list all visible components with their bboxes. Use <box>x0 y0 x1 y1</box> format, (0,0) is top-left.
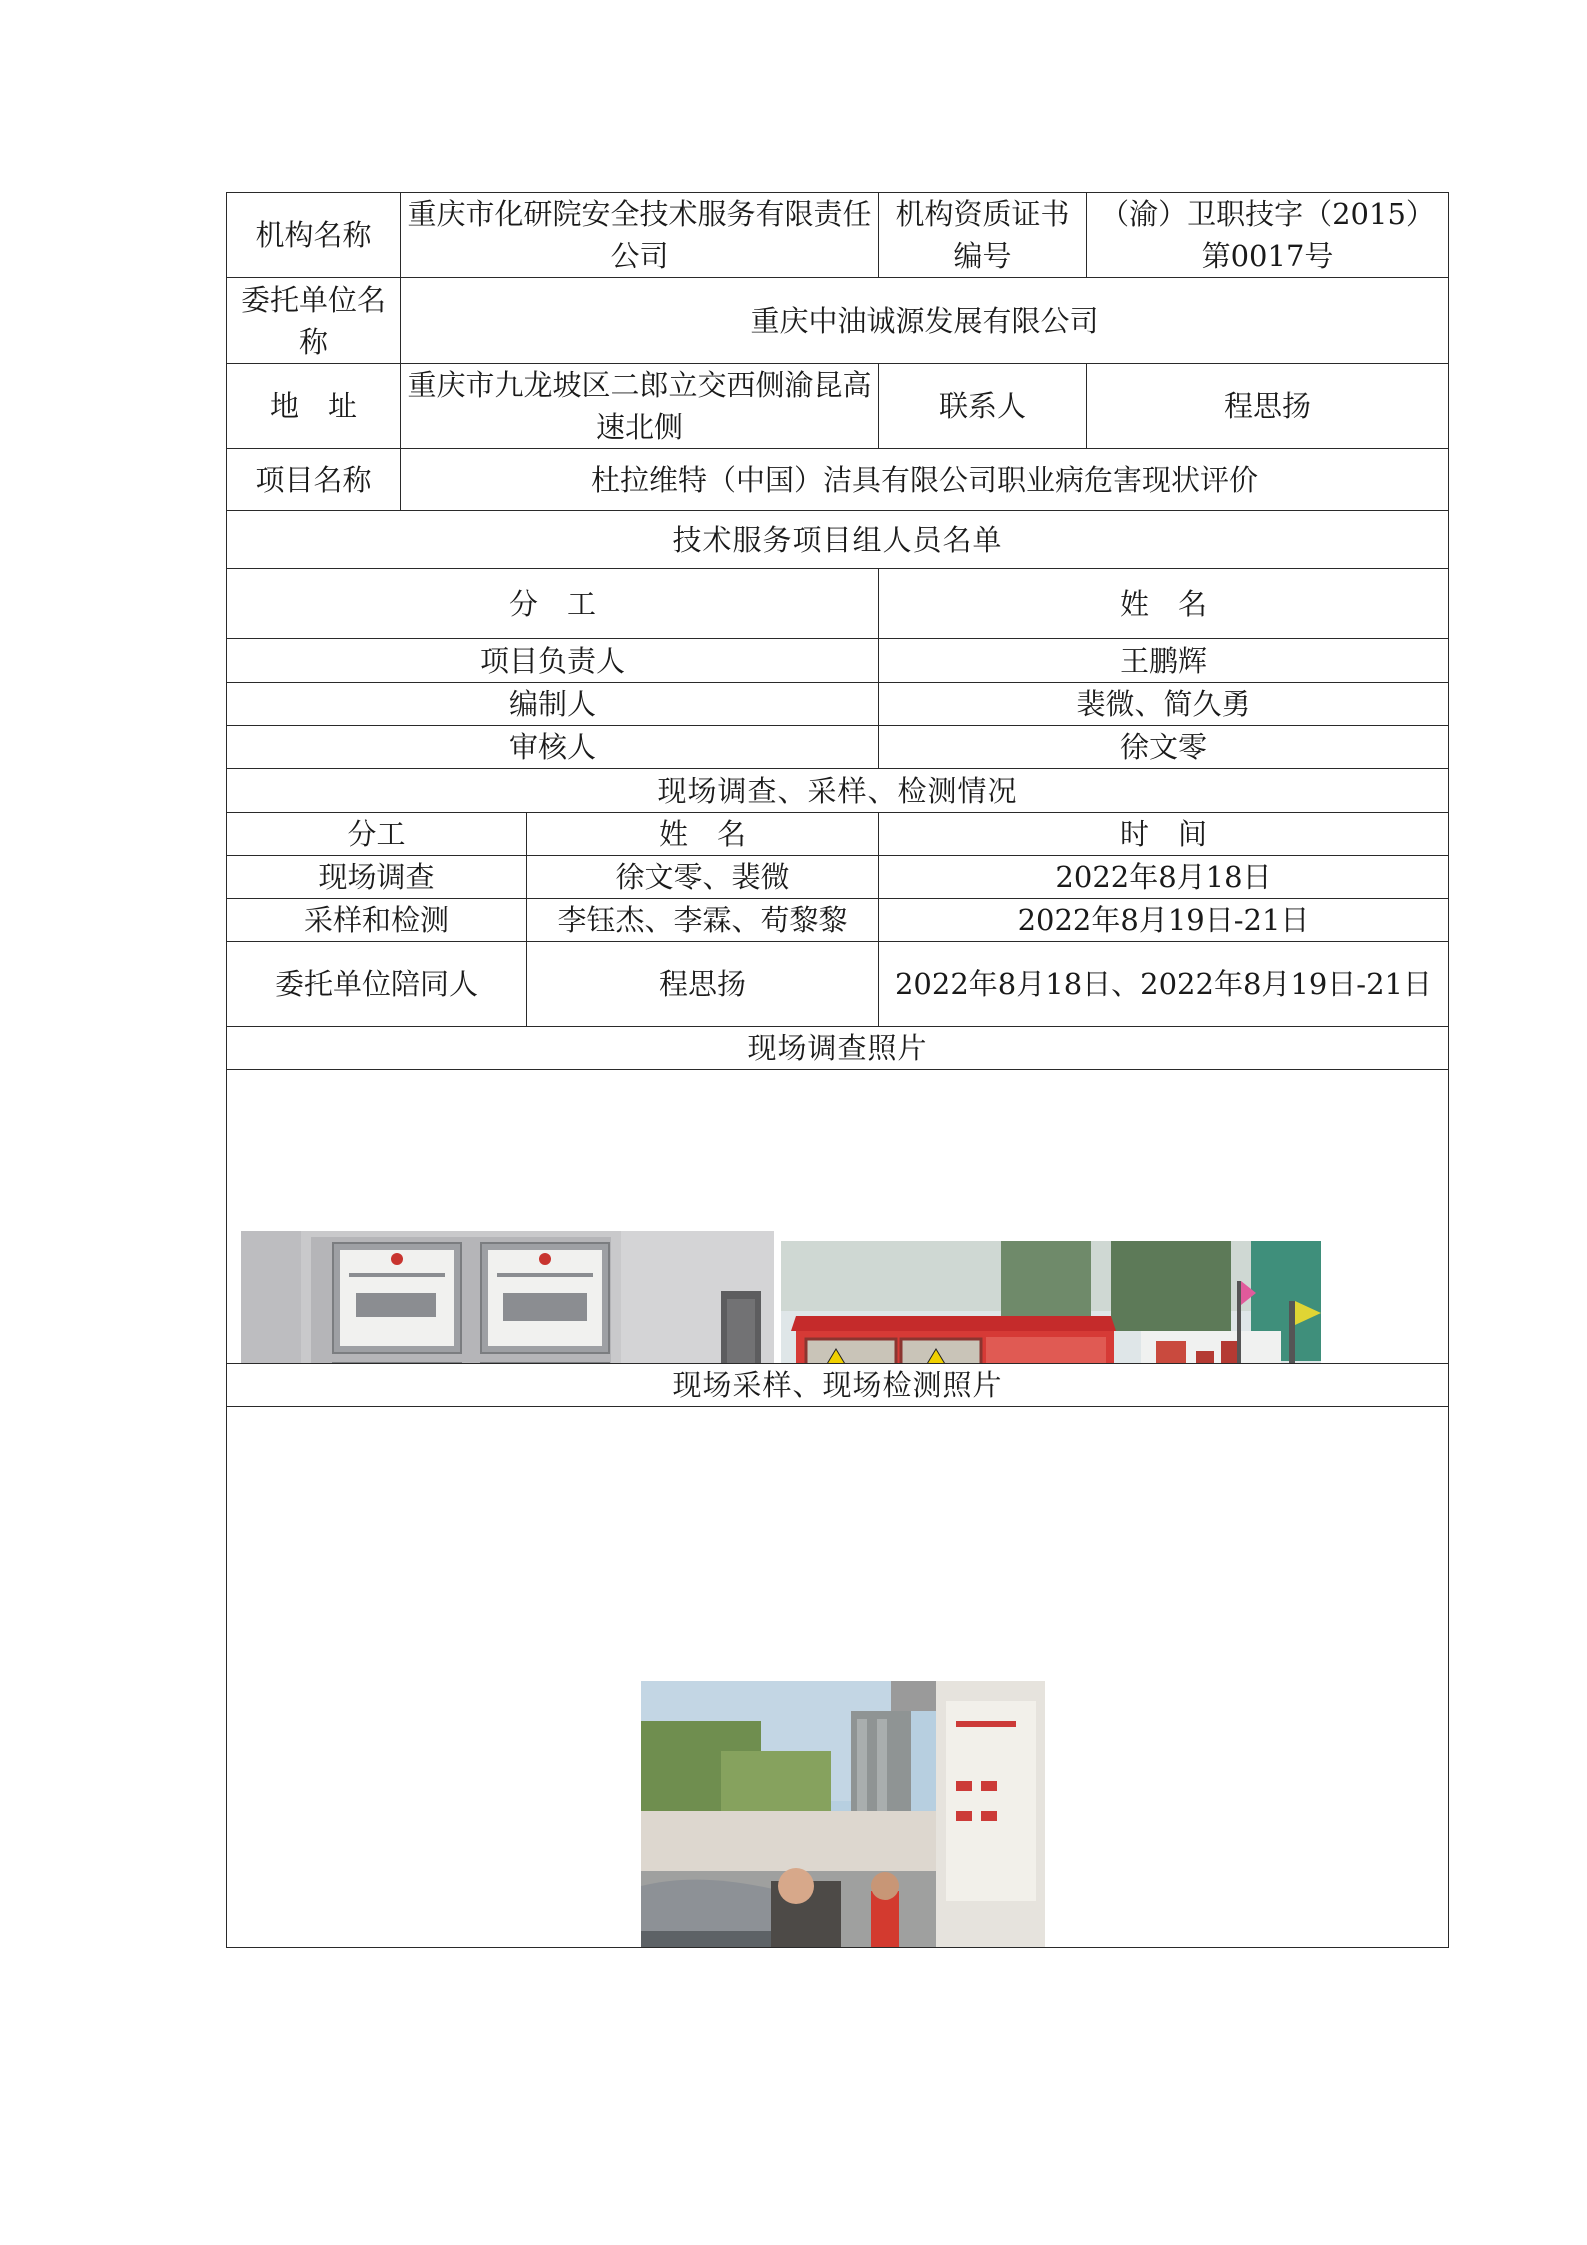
team-section-title: 技术服务项目组人员名单 <box>227 511 1449 569</box>
fieldwork-time-cell: 2022年8月18日 <box>879 856 1449 899</box>
service-info-table <box>226 192 1449 1948</box>
fieldwork-time-cell: 2022年8月19日-21日 <box>879 899 1449 942</box>
team-role-cell: 审核人 <box>227 726 879 769</box>
notice-board-photo <box>241 1231 774 1364</box>
project-name-label: 项目名称 <box>227 449 401 511</box>
contact-value: 程思扬 <box>1087 364 1449 449</box>
fieldwork-role-cell: 现场调查 <box>227 856 527 899</box>
fieldwork-time-header: 时 间 <box>879 813 1449 856</box>
fieldwork-section-title: 现场调查、采样、检测情况 <box>227 769 1449 813</box>
team-name-cell: 王鹏辉 <box>879 639 1449 683</box>
on-site-sampling-photo <box>641 1681 1045 1948</box>
org-name-label: 机构名称 <box>227 193 401 278</box>
address-value: 重庆市九龙坡区二郎立交西侧渝昆高速北侧 <box>401 364 879 449</box>
team-name-cell: 徐文零 <box>879 726 1449 769</box>
contact-label: 联系人 <box>879 364 1087 449</box>
client-name-value: 重庆中油诚源发展有限公司 <box>401 278 1449 364</box>
fieldwork-role-cell: 采样和检测 <box>227 899 527 942</box>
cert-number-label: 机构资质证书编号 <box>879 193 1087 278</box>
team-role-cell: 编制人 <box>227 683 879 726</box>
fieldwork-time-cell: 2022年8月18日、2022年8月19日-21日 <box>879 942 1449 1027</box>
project-name-value: 杜拉维特（中国）洁具有限公司职业病危害现状评价 <box>401 449 1449 511</box>
survey-photos-title: 现场调查照片 <box>227 1027 1449 1070</box>
client-name-label: 委托单位名称 <box>227 278 401 364</box>
team-name-cell: 裴微、简久勇 <box>879 683 1449 726</box>
fieldwork-name-cell: 李钰杰、李霖、苟黎黎 <box>527 899 879 942</box>
cert-number-value: （渝）卫职技字（2015）第0017号 <box>1087 193 1449 278</box>
org-name-value: 重庆市化研院安全技术服务有限责任公司 <box>401 193 879 278</box>
team-role-cell: 项目负责人 <box>227 639 879 683</box>
team-role-header: 分 工 <box>227 569 879 639</box>
fieldwork-name-cell: 徐文零、裴微 <box>527 856 879 899</box>
storage-shed-photo <box>781 1241 1321 1364</box>
fieldwork-role-header: 分工 <box>227 813 527 856</box>
sampling-photos-cell <box>227 1407 1449 1948</box>
sampling-photos-title: 现场采样、现场检测照片 <box>227 1364 1449 1407</box>
survey-photos-cell <box>227 1070 1449 1364</box>
fieldwork-name-header: 姓 名 <box>527 813 879 856</box>
address-label: 地 址 <box>227 364 401 449</box>
fieldwork-name-cell: 程思扬 <box>527 942 879 1027</box>
fieldwork-role-cell: 委托单位陪同人 <box>227 942 527 1027</box>
team-name-header: 姓 名 <box>879 569 1449 639</box>
